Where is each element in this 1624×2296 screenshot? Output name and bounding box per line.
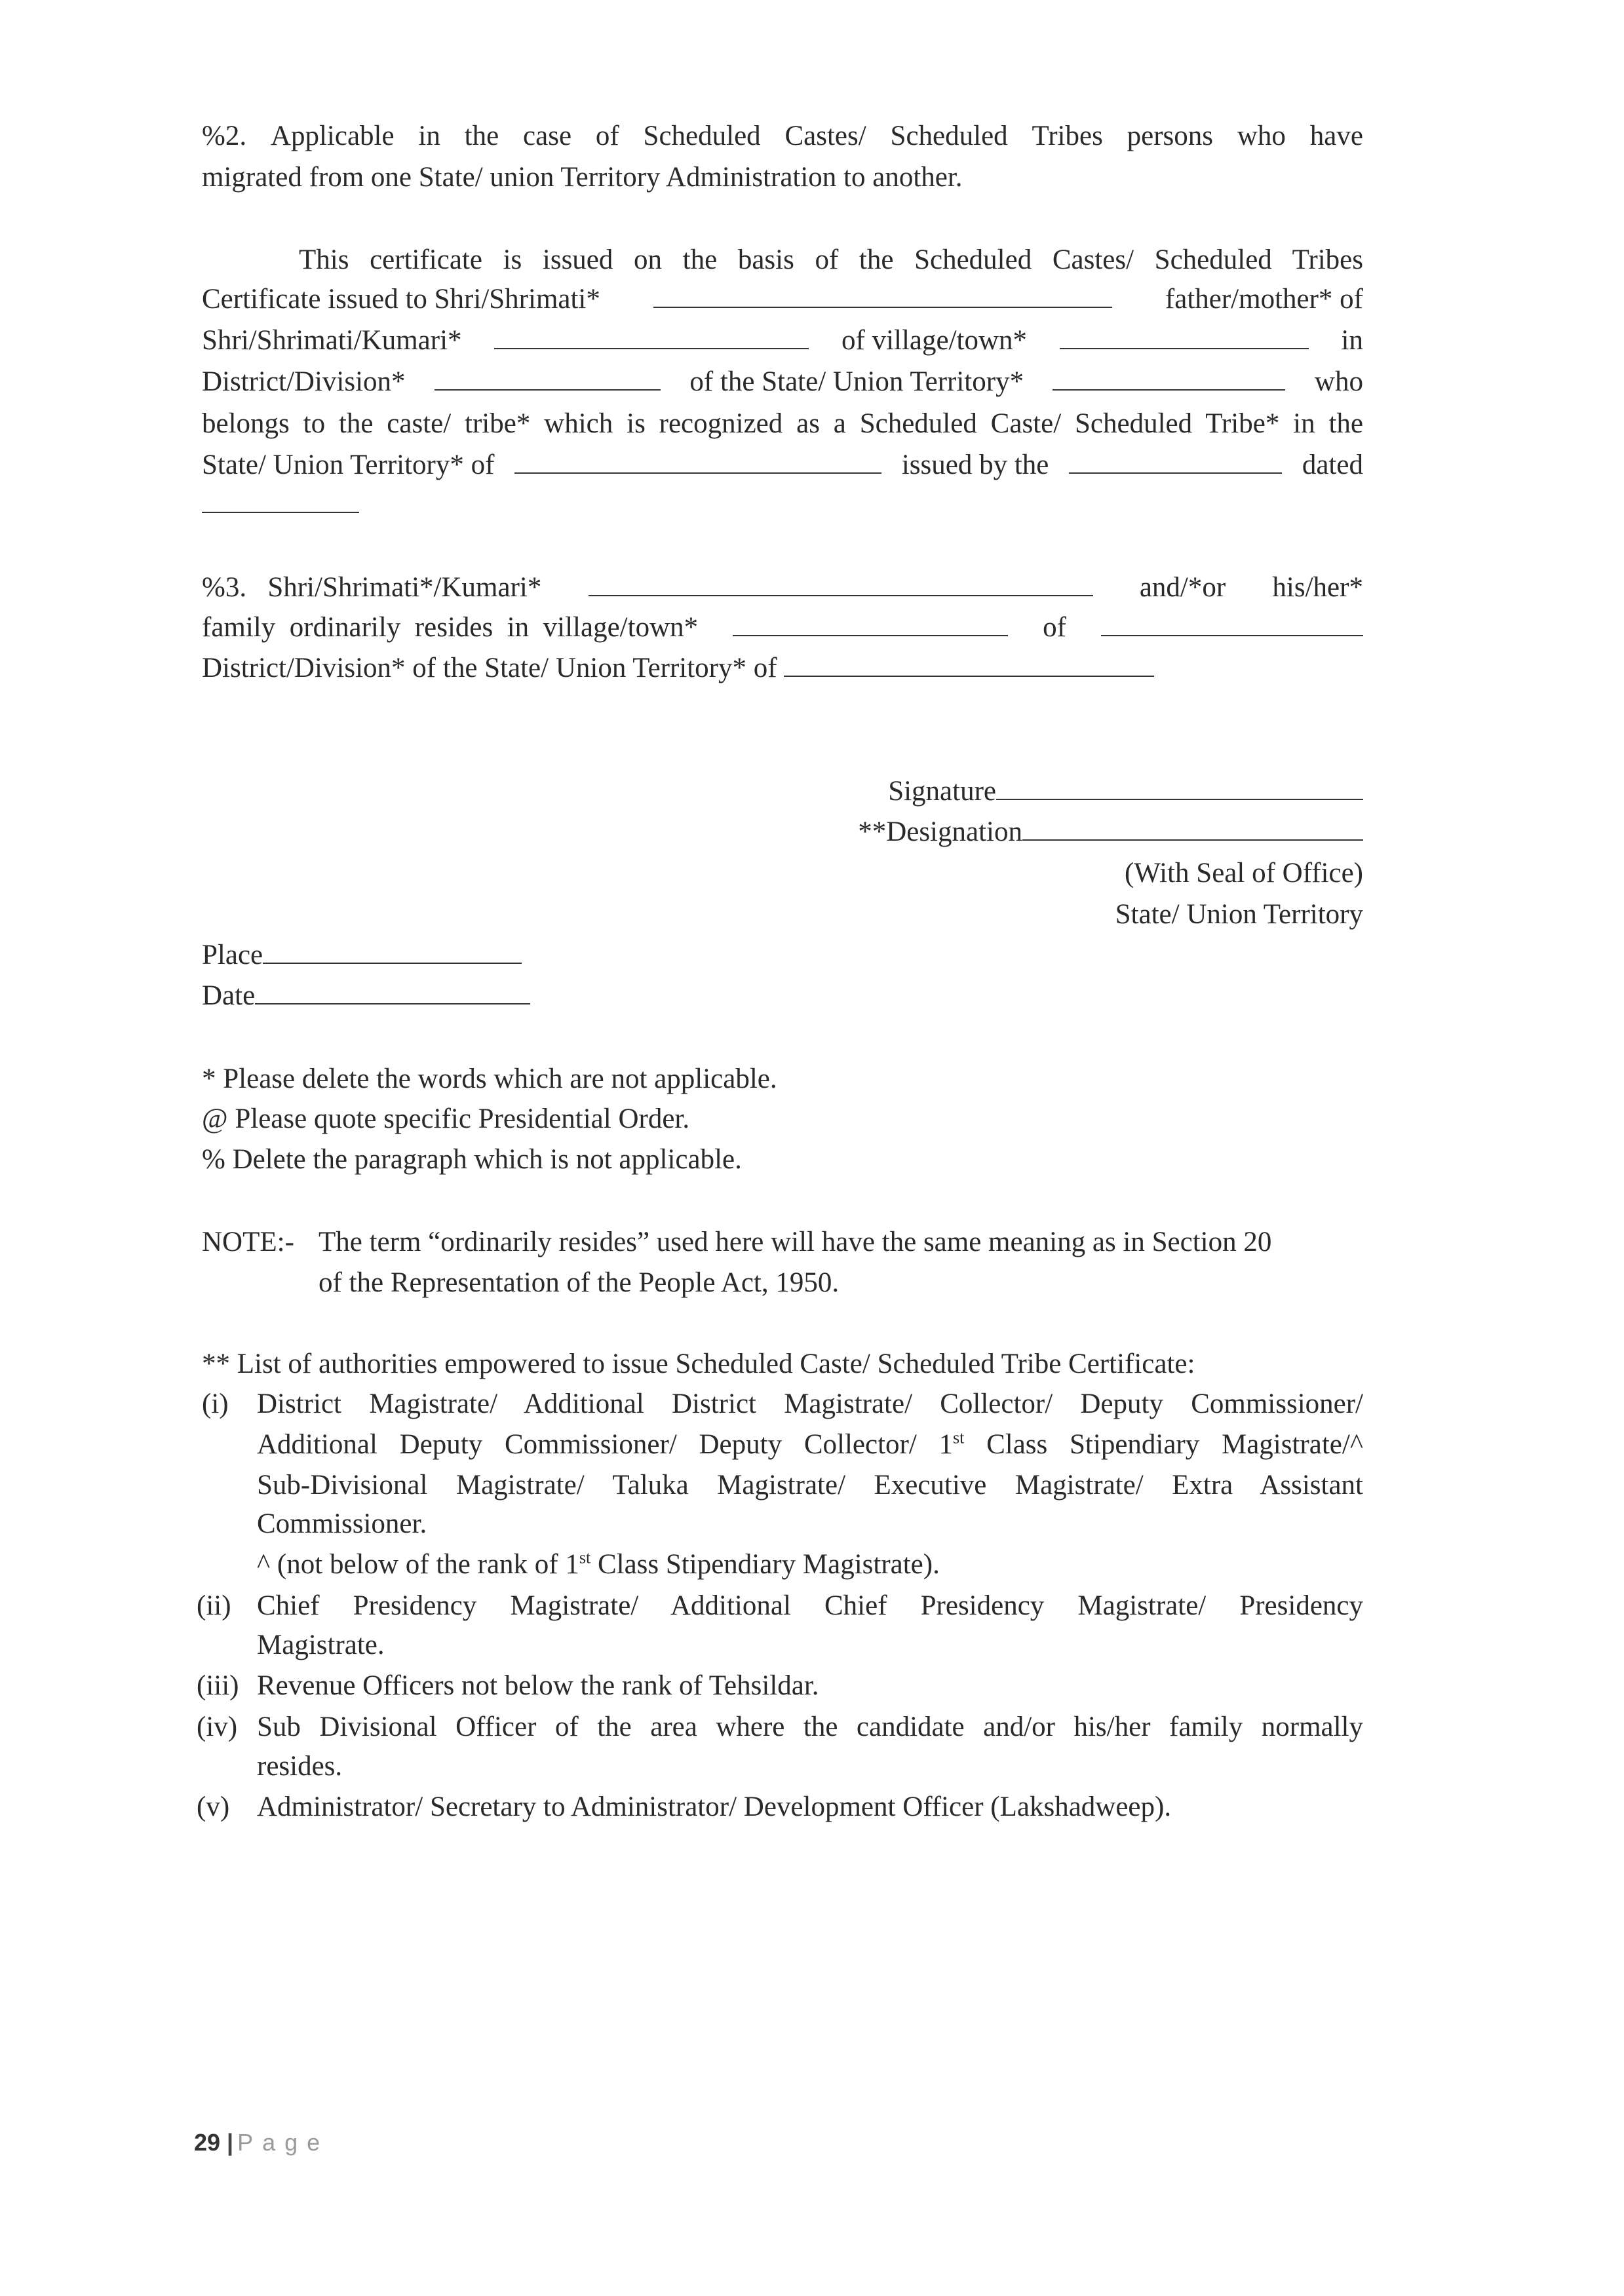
note-delete-paragraph: % Delete the paragraph which is not applicable. — [202, 1144, 742, 1175]
authority-i-line4: Commissioner. — [257, 1508, 427, 1539]
authority-iv-num: (iv) — [197, 1712, 238, 1742]
cert-line6: State/ Union Territory* of issued by the dated — [202, 450, 1363, 480]
note-presidential-order: @ Please quote specific Presidential Order. — [202, 1103, 690, 1134]
issued-by-blank[interactable] — [1069, 449, 1282, 474]
signature-line: Signature — [202, 772, 1363, 811]
page-word: Page — [237, 2129, 330, 2156]
authority-i-line1: District Magistrate/ Additional District Magistrate/ Collector/ Deputy Commissioner/ — [257, 1388, 1363, 1419]
authority-i-line2: Additional Deputy Commissioner/ Deputy Collector/ 1st Class Stipendiary Magistrate/^ — [257, 1428, 1363, 1460]
para2-mark: %2. — [202, 121, 247, 151]
footer-separator: | — [227, 2129, 234, 2156]
authority-i-line5: ^ (not below of the rank of 1st Class Stipendiary Magistrate). — [257, 1548, 940, 1580]
authority-iv-line2: resides. — [257, 1751, 343, 1782]
authority-i-line3: Sub-Divisional Magistrate/ Taluka Magistrate/ Executive Magistrate/ Extra Assistant — [257, 1470, 1363, 1501]
cert-line7 — [202, 485, 1363, 524]
para2-line2: migrated from one State/ union Territory Administration to another. — [202, 162, 963, 193]
cert-line5: belongs to the caste/ tribe* which is recognized as a Scheduled Caste/ Scheduled Tribe* in the — [202, 408, 1363, 439]
signature-blank[interactable] — [996, 775, 1363, 800]
place-line: Place — [202, 936, 1363, 975]
authorities-heading: ** List of authorities empowered to issue Scheduled Caste/ Scheduled Tribe Certificate: — [202, 1349, 1195, 1379]
page-number: 29 — [194, 2129, 221, 2156]
designation-line: **Designation — [202, 813, 1363, 852]
para3-line2: family ordinarily resides in village/town* of — [202, 608, 1363, 647]
note-line2: of the Representation of the People Act, 1950. — [319, 1267, 840, 1298]
resides-state-blank[interactable] — [784, 652, 1154, 677]
state-of-blank[interactable] — [514, 449, 881, 474]
cert-line4: District/Division* of the State/ Union Territory* who — [202, 366, 1363, 397]
state-ut-blank[interactable] — [1053, 366, 1285, 391]
para3-line1: %3. Shri/Shrimati*/Kumari* and/*or his/her* — [202, 572, 1363, 603]
authority-iii-num: (iii) — [197, 1670, 239, 1701]
authority-iv-line1: Sub Divisional Officer of the area where the candidate and/or his/her family normally — [257, 1712, 1363, 1742]
authority-i-num: (i) — [202, 1388, 229, 1419]
authority-ii-num: (ii) — [197, 1590, 231, 1621]
note-delete-words: * Please delete the words which are not applicable. — [202, 1063, 777, 1094]
person-name-blank[interactable] — [494, 324, 809, 349]
village-town-blank[interactable] — [1060, 324, 1309, 349]
authority-ii-line2: Magistrate. — [257, 1630, 385, 1660]
designation-blank[interactable] — [1022, 816, 1363, 841]
authority-v-num: (v) — [197, 1791, 230, 1822]
authority-iii-line1: Revenue Officers not below the rank of Tehsildar. — [257, 1670, 819, 1701]
resident-name-blank[interactable] — [589, 571, 1093, 596]
place-blank[interactable] — [263, 939, 522, 964]
cert-line3: Shri/Shrimati/Kumari* of village/town* in — [202, 325, 1363, 356]
page-footer — [194, 2128, 329, 2157]
note-label: NOTE:- — [202, 1227, 294, 1257]
note-line1: NOTE:- The term “ordinarily resides” used here will have the same meaning as in Section 20 — [202, 1223, 1363, 1262]
date-line: Date — [202, 976, 1363, 1016]
father-mother-name-blank[interactable] — [653, 283, 1112, 308]
seal-of-office: (With Seal of Office) — [1124, 858, 1363, 889]
state-union-territory: State/ Union Territory — [1115, 899, 1363, 930]
cert-line2: Certificate issued to Shri/Shrimati* father/mother* of — [202, 284, 1363, 315]
para2-line1: %2. Applicable in the case of Scheduled Castes/ Scheduled Tribes persons who have — [202, 117, 1363, 156]
resides-village-blank[interactable] — [733, 611, 1008, 636]
district-division-blank[interactable] — [435, 366, 661, 391]
para3-line3: District/Division* of the State/ Union Territory* of — [202, 649, 1363, 688]
authority-v-line1: Administrator/ Secretary to Administrator/ Development Officer (Lakshadweep). — [257, 1791, 1172, 1822]
cert-line1: This certificate is issued on the basis of the Scheduled Castes/ Scheduled Tribes — [299, 244, 1363, 275]
date-blank[interactable] — [255, 980, 530, 1004]
dated-blank[interactable] — [202, 488, 359, 513]
resides-of-blank[interactable] — [1101, 611, 1363, 636]
authority-ii-line1: Chief Presidency Magistrate/ Additional Chief Presidency Magistrate/ Presidency — [257, 1590, 1363, 1621]
